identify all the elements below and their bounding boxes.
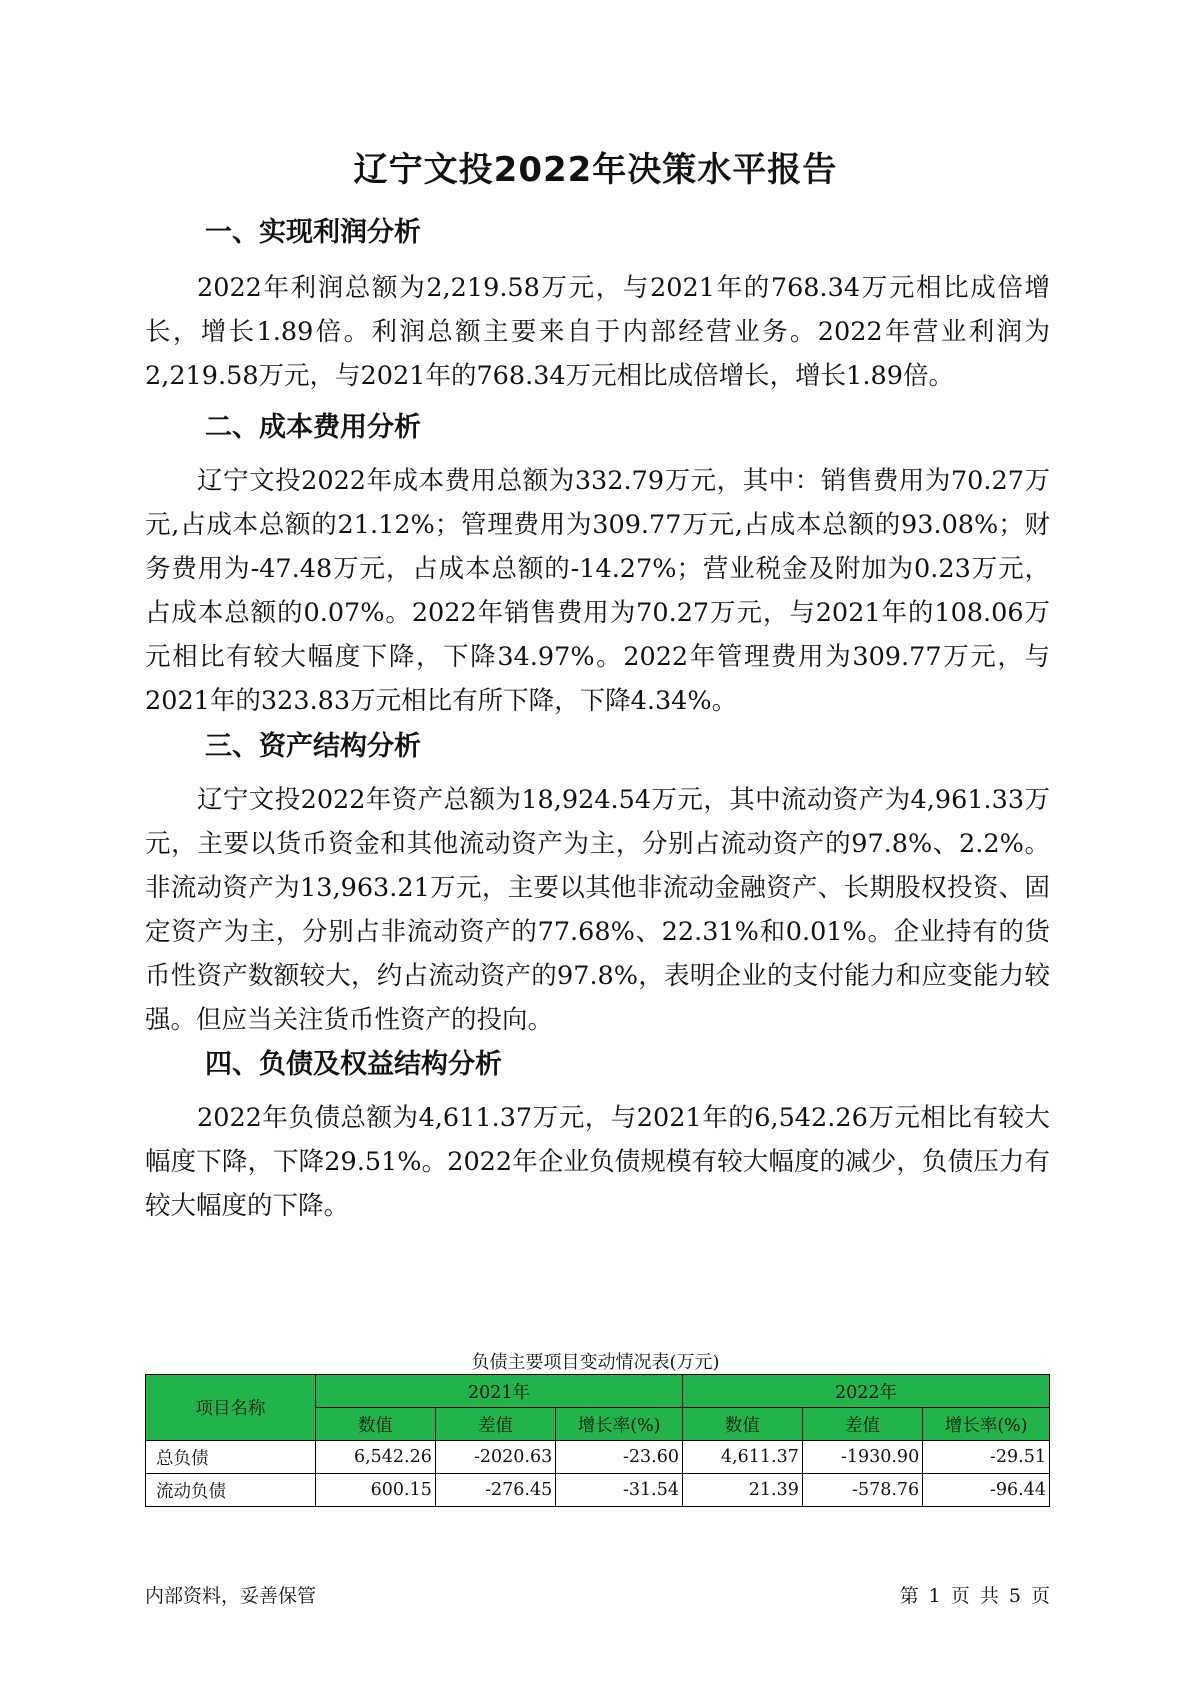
table-row bbox=[146, 1474, 1050, 1507]
section-heading-assets: 三、资产结构分析 bbox=[205, 731, 421, 762]
table-cell: -31.54 bbox=[556, 1474, 683, 1507]
table-subheader-value: 数值 bbox=[682, 1408, 802, 1441]
table-cell: -578.76 bbox=[802, 1474, 922, 1507]
liability-change-table bbox=[145, 1374, 1050, 1507]
table-cell: 6,542.26 bbox=[316, 1441, 436, 1474]
table-subheader-growth-rate: 增长率(%) bbox=[923, 1408, 1050, 1441]
table-header-year-2022: 2022年 bbox=[682, 1375, 1049, 1408]
section-paragraph-profit: 2022年利润总额为2,219.58万元，与2021年的768.34万元相比成倍增长，增长1.89倍。利润总额主要来自于内部经营业务。2022年营业利润为2,219.58万元，与2021年的768.34万元相比成倍增长，增长1.89倍。 bbox=[145, 273, 1050, 391]
table-row bbox=[146, 1441, 1050, 1474]
table-caption: 负债主要项目变动情况表(万元) bbox=[471, 1352, 720, 1373]
table-subheader-value: 数值 bbox=[316, 1408, 436, 1441]
table-header-year-2021: 2021年 bbox=[316, 1375, 683, 1408]
section-paragraph-assets: 辽宁文投2022年资产总额为18,924.54万元，其中流动资产为4,961.33万元，主要以货币资金和其他流动资产为主，分别占流动资产的97.8%、2.2%。非流动资产为13,963.21万元，主要以其他非流动金融资产、长期股权投资、固定资产为主，分别占非流动资产的77.68%、22.31%和0.01%。企业持有的货币性资产数额较大，约占流动资产的97.8%，表明企业的支付能力和应变能力较强。但应当关注货币性资产的投向。 bbox=[145, 785, 1050, 1035]
footer-page-number: 第 1 页 共 5 页 bbox=[899, 1585, 1050, 1607]
document-title: 辽宁文投2022年决策水平报告 bbox=[353, 150, 838, 190]
table-cell: 600.15 bbox=[316, 1474, 436, 1507]
section-heading-cost: 二、成本费用分析 bbox=[205, 412, 421, 443]
table-header-item-name: 项目名称 bbox=[146, 1375, 316, 1441]
table-cell: 4,611.37 bbox=[682, 1441, 802, 1474]
table-cell: 21.39 bbox=[682, 1474, 802, 1507]
section-paragraph-cost: 辽宁文投2022年成本费用总额为332.79万元，其中：销售费用为70.27万元,占成本总额的21.12%；管理费用为309.77万元,占成本总额的93.08%；财务费用为-47.48万元，占成本总额的-14.27%；营业税金及附加为0.23万元，占成本总额的0.07%。2022年销售费用为70.27万元，与2021年的108.06万元相比有较大幅度下降，下降34.97%。2022年管理费用为309.77万元，与2021年的323.83万元相比有所下降，下降4.34%。 bbox=[145, 466, 1050, 716]
footer-confidential-note: 内部资料，妥善保管 bbox=[145, 1585, 317, 1607]
table-subheader-difference: 差值 bbox=[802, 1408, 922, 1441]
table-cell: -2020.63 bbox=[435, 1441, 555, 1474]
table-row-label: 总负债 bbox=[146, 1441, 316, 1474]
table-cell: -1930.90 bbox=[802, 1441, 922, 1474]
table-cell: -276.45 bbox=[435, 1474, 555, 1507]
table-cell: -29.51 bbox=[923, 1441, 1050, 1474]
table-row-label: 流动负债 bbox=[146, 1474, 316, 1507]
table-cell: -96.44 bbox=[923, 1474, 1050, 1507]
section-heading-liabilities: 四、负债及权益结构分析 bbox=[205, 1049, 502, 1080]
section-paragraph-liabilities: 2022年负债总额为4,611.37万元，与2021年的6,542.26万元相比有较大幅度下降，下降29.51%。2022年企业负债规模有较大幅度的减少，负债压力有较大幅度的下降。 bbox=[145, 1103, 1050, 1221]
table-cell: -23.60 bbox=[556, 1441, 683, 1474]
table-subheader-growth-rate: 增长率(%) bbox=[556, 1408, 683, 1441]
table-subheader-difference: 差值 bbox=[435, 1408, 555, 1441]
section-heading-profit: 一、实现利润分析 bbox=[205, 217, 421, 248]
